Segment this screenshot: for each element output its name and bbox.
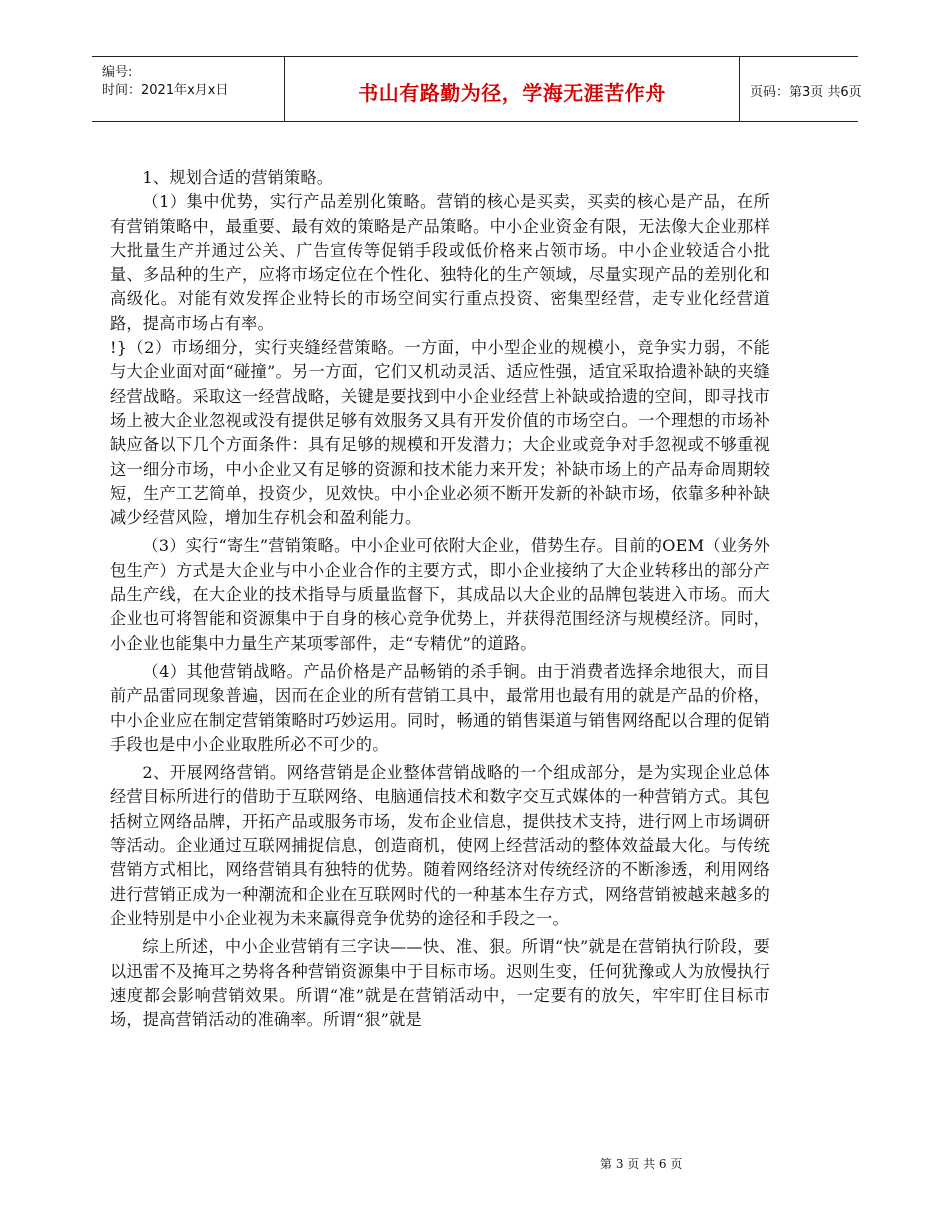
paragraph: （4）其他营销战略。产品价格是产品畅销的杀手锏。由于消费者选择余地很大，而目前产品雷同现象普遍，因而在企业的所有营销工具中，最常用也最有用的就是产品的价格，中小企业应在制定营销策略时巧妙运用。同时，畅通的销售渠道与销售网络配以合理的促销手段也是中小企业取胜所必不可少的。 — [110, 661, 770, 754]
page-footer: 第 3 页 共 6 页 — [600, 1157, 683, 1171]
document-body — [110, 166, 770, 1032]
paragraph: （3）实行“寄生”营销策略。中小企业可依附大企业，借势生存。目前的OEM（业务外包生产）方式是大企业与中小企业合作的主要方式，即小企业接纳了大企业转移出的部分产品生产线，在大企业的技术指导与质量监督下，其成品以大企业的品牌包装进入市场。而大企业也可将智能和资源集中于自身的核心竞争优势上，并获得范围经济与规模经济。同时，小企业也能集中力量生产某项零部件，走“专精优”的道路。 — [110, 536, 770, 653]
time-label: 时间：2021年x月x日 — [102, 83, 229, 98]
paragraph: 2、开展网络营销。网络营销是企业整体营销战略的一个组成部分，是为实现企业总体经营目标所进行的借助于互联网络、电脑通信技术和数字交互式媒体的一种营销方式。其包括树立网络品牌，开拓产品或服务市场，发布企业信息，提供技术支持，进行网上市场调研等活动。企业通过互联网捕捉信息，创造商机，使网上经营活动的整体效益最大化。与传统营销方式相比，网络营销具有独特的优势。随着网络经济对传统经济的不断渗透，利用网络进行营销正成为一种潮流和企业在互联网时代的一种基本生存方式，网络营销被越来越多的企业特别是中小企业视为未来赢得竞争优势的途径和手段之一。 — [110, 763, 770, 928]
header-page-label: 页码：第3页 共6页 — [750, 85, 862, 100]
section-heading: 1、规划合适的营销策略。 — [142, 168, 334, 187]
page-header — [92, 56, 862, 122]
paragraph: 综上所述，中小企业营销有三字诀——快、准、狠。所谓“快”就是在营销执行阶段，要以迅雷不及掩耳之势将各种营销资源集中于目标市场。迟则生变，任何犹豫或人为放慢执行速度都会影响营销效果。所谓“准”就是在营销活动中，一定要有的放矢，牢牢盯住目标市场，提高营销活动的准确率。所谓“狠”就是 — [110, 937, 770, 1030]
number-label: 编号: — [102, 65, 133, 80]
header-page-cell — [738, 57, 862, 121]
paragraph: !}（2）市场细分，实行夹缝经营策略。一方面，中小型企业的规模小，竞争实力弱，不能与大企业面对面“碰撞”。另一方面，它们又机动灵活、适应性强，适宜采取拾遗补缺的夹缝经营战略。采取这一经营战略，关键是要找到中小企业经营上补缺或拾遗的空间，即寻找市场上被大企业忽视或没有提供足够有效服务又具有开发价值的市场空白。一个理想的市场补缺应备以下几个方面条件：具有足够的规模和开发潜力；大企业或竞争对手忽视或不够重视这一细分市场，中小企业又有足够的资源和技术能力来开发；补缺市场上的产品寿命周期较短，生产工艺简单，投资少，见效快。中小企业必须不断开发新的补缺市场，依靠多种补缺减少经营风险，增加生存机会和盈利能力。 — [110, 338, 770, 528]
header-motto-cell — [284, 57, 740, 121]
motto: 书山有路勤为径，学海无涯苦作舟 — [358, 81, 666, 105]
paragraph: （1）集中优势，实行产品差别化策略。营销的核心是买卖，买卖的核心是产品，在所有营销策略中，最重要、最有效的策略是产品策略。中小企业资金有限，无法像大企业那样大批量生产并通过公关、广告宣传等促销手段或低价格来占领市场。中小企业较适合小批量、多品种的生产，应将市场定位在个性化、独特化的生产领域，尽量实现产品的差别化和高级化。对能有效发挥企业特长的市场空间实行重点投资、密集型经营，走专业化经营道路，提高市场占有率。 — [110, 192, 770, 333]
header-meta — [92, 57, 282, 121]
